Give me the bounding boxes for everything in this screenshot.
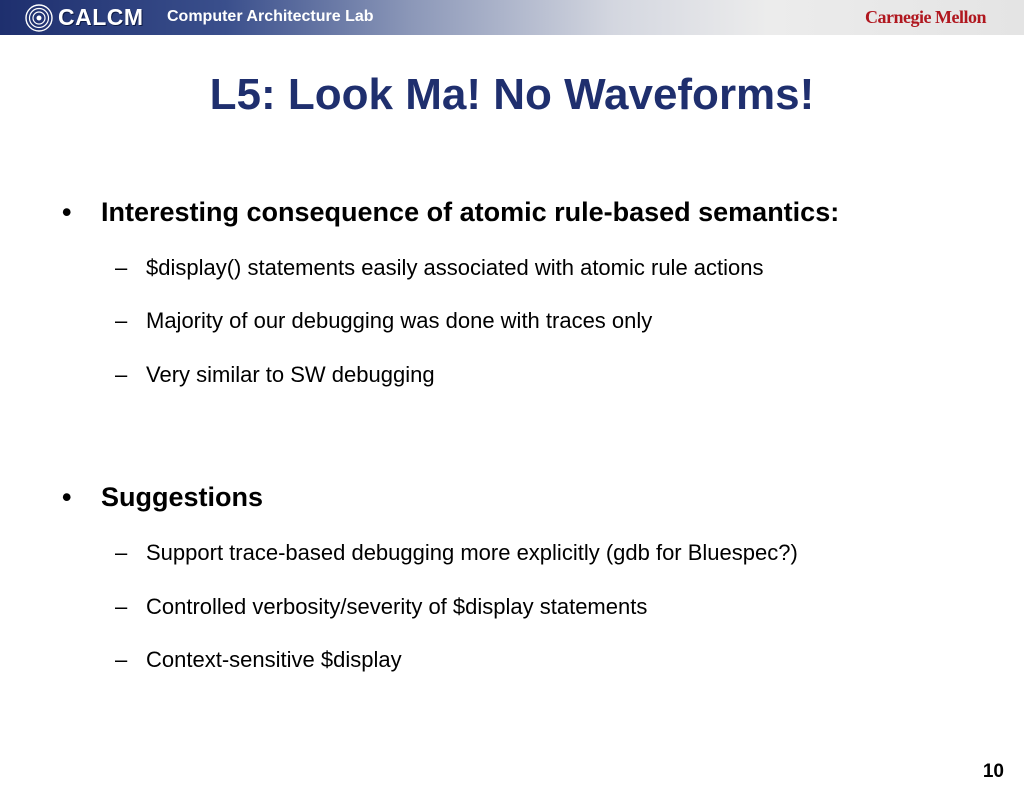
dash-marker: –: [115, 308, 128, 333]
list-item: Controlled verbosity/severity of $display statements: [146, 594, 648, 619]
list-item: $display() statements easily associated with atomic rule actions: [146, 255, 764, 280]
list-item: Majority of our debugging was done with traces only: [146, 308, 653, 333]
dash-marker: –: [115, 362, 128, 387]
dash-marker: –: [115, 647, 128, 672]
list-item: Support trace-based debugging more explicitly (gdb for Bluespec?): [146, 540, 798, 565]
section-heading: Interesting consequence of atomic rule-based semantics:: [101, 197, 840, 227]
page-number: 10: [982, 761, 1004, 782]
dash-marker: –: [115, 540, 128, 565]
university-logo: Carnegie Mellon: [865, 7, 986, 27]
bullet-marker: •: [62, 482, 72, 512]
dash-marker: –: [115, 594, 128, 619]
slide-title: L5: Look Ma! No Waveforms!: [209, 70, 815, 119]
bullet-marker: •: [62, 197, 72, 227]
lab-name: Computer Architecture Lab: [167, 8, 374, 25]
dash-marker: –: [115, 255, 128, 280]
calcm-logo-text: CALCM: [58, 4, 144, 30]
list-item: Very similar to SW debugging: [146, 362, 435, 387]
list-item: Context-sensitive $display: [146, 647, 402, 672]
section-heading: Suggestions: [101, 482, 264, 512]
